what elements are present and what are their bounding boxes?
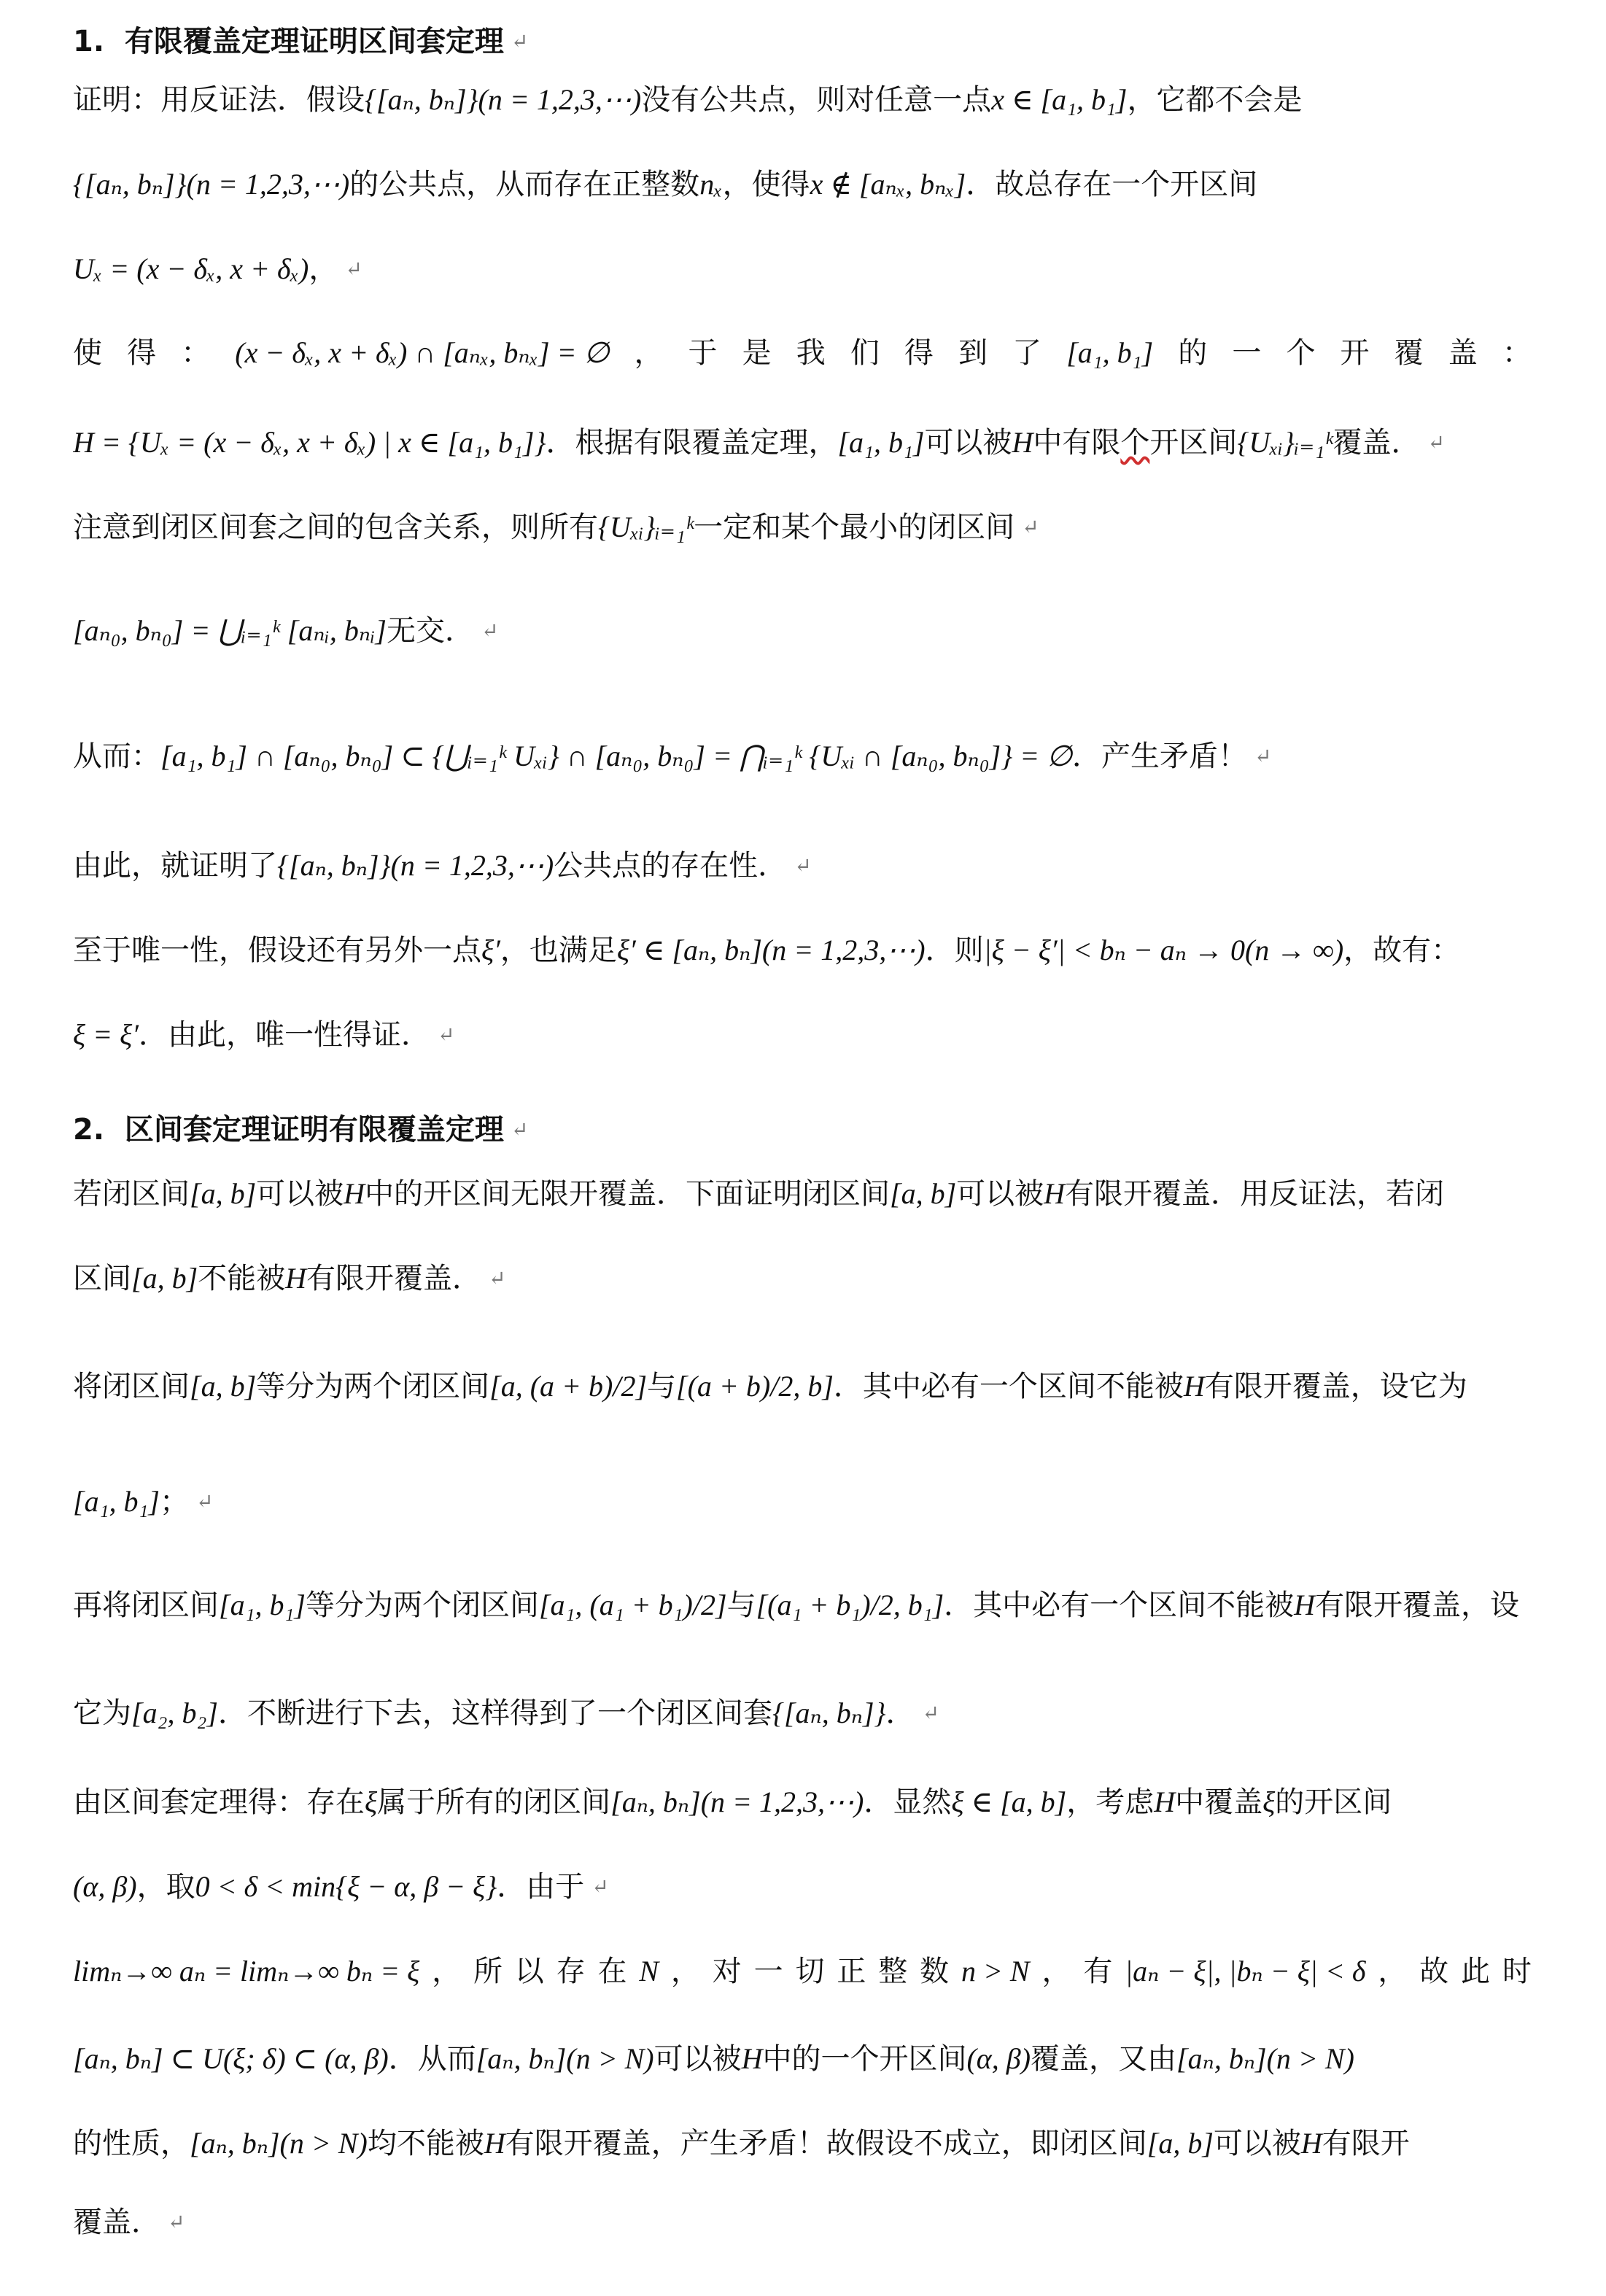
text-segment: ： <box>181 336 211 370</box>
math-expression: 0 < δ < min{ξ − α, β − ξ} <box>195 1870 497 1903</box>
text-segment: 个 <box>1286 336 1316 370</box>
text-segment: 对 <box>712 1955 742 1988</box>
text-segment: 所 <box>473 1955 503 1988</box>
text-segment: 使 <box>73 336 102 370</box>
math-expression: H <box>344 1177 365 1210</box>
text-line <box>73 1473 1532 1530</box>
text-line <box>73 1943 1532 2000</box>
paragraph-mark: ↵ <box>1427 430 1445 454</box>
math-expression: [a, b] <box>890 1177 957 1210</box>
text-segment: 是 <box>742 336 772 370</box>
text-segment: 个 <box>1120 426 1150 459</box>
paragraph-mark: ↵ <box>922 1701 939 1725</box>
text-segment: 开区间 <box>1149 426 1238 459</box>
text-segment: ，它都不会是 <box>1127 83 1303 117</box>
math-expression: H = {Uₓ = (x − δₓ, x + δₓ) | x ∈ [a₁, b₁]} <box>73 426 546 459</box>
text-line <box>73 1774 1532 1831</box>
text-segment: 均不能被 <box>367 2127 484 2160</box>
text-segment: ．由此，唯一性得证． <box>139 1018 430 1052</box>
math-expression: [a₁, b₁] <box>219 1589 306 1621</box>
math-expression: [a, b] <box>190 1177 257 1210</box>
text-segment: 的开区间 <box>1275 1785 1392 1819</box>
text-segment: 可以被 <box>256 1177 344 1211</box>
text-line <box>73 728 1532 785</box>
text-segment: 属于所有的闭区间 <box>377 1785 611 1819</box>
text-segment: 没有公共点，则对任意一点 <box>641 83 992 117</box>
text-segment: 它为 <box>73 1696 131 1730</box>
text-line <box>73 71 1532 128</box>
math-expression: H <box>1012 426 1033 459</box>
text-segment: 与 <box>647 1370 677 1403</box>
math-expression: [a₁, b₁] <box>73 1485 160 1518</box>
paragraph-mark: ↵ <box>489 1266 506 1290</box>
math-expression: ξ = ξ′ <box>73 1018 139 1051</box>
paragraph-mark: ↵ <box>794 853 812 877</box>
text-segment: ， <box>670 1955 700 1988</box>
math-expression: (α, β) <box>73 1870 137 1903</box>
math-expression: H <box>1044 1177 1066 1210</box>
math-expression: (α, β) <box>966 2042 1031 2075</box>
text-segment: ， <box>432 1955 462 1988</box>
math-expression: N <box>639 1955 659 1987</box>
text-segment: ； <box>159 1485 189 1519</box>
math-expression: H <box>1300 2127 1322 2160</box>
text-segment: 再将闭区间 <box>73 1589 219 1622</box>
math-expression: [a₁, b₁] <box>1066 336 1154 369</box>
text-segment: ， <box>634 336 664 370</box>
paragraph-mark: ↵ <box>195 1489 214 1513</box>
text-line <box>73 1685 1532 1742</box>
paragraph-mark: ↵ <box>1254 744 1272 768</box>
math-expression: [aₙ, bₙ](n > N) <box>190 2127 368 2160</box>
paragraph-mark: ↵ <box>481 618 499 643</box>
math-expression: [aₙ, bₙ](n > N) <box>1176 2042 1354 2075</box>
math-expression: nₓ <box>699 168 723 201</box>
math-expression: H <box>1294 1589 1316 1621</box>
paragraph-mark: ↵ <box>511 1117 529 1141</box>
text-segment: 开 <box>1340 336 1370 370</box>
text-line <box>73 1858 1532 1915</box>
text-segment: 有限开 <box>1322 2127 1410 2160</box>
text-segment: 得 <box>127 336 157 370</box>
text-segment: 不能被 <box>198 1262 286 1295</box>
text-line <box>73 2194 1532 2251</box>
math-expression: ξ′ <box>481 934 500 966</box>
text-segment: ．不断进行下去，这样得到了一个闭区间套 <box>217 1696 772 1730</box>
text-segment: ， <box>1041 1955 1071 1988</box>
text-segment: 由此，就证明了 <box>73 849 277 883</box>
text-segment: ．产生矛盾！ <box>1072 740 1248 773</box>
text-segment: 可以被 <box>1213 2127 1301 2160</box>
text-segment: 若闭区间 <box>73 1177 190 1211</box>
math-expression: [aₙ, bₙ](n > N) <box>476 2042 654 2075</box>
math-expression: Uₓ = (x − δₓ, x + δₓ) <box>73 252 309 285</box>
text-segment: 覆盖，又由 <box>1031 2042 1177 2076</box>
math-expression: {[aₙ, bₙ]}(n = 1,2,3,⋯) <box>277 849 554 882</box>
text-segment: 时 <box>1502 1955 1532 1988</box>
text-segment: ．其中必有一个区间不能被 <box>944 1589 1295 1622</box>
text-segment: 的公共点，从而存在正整数 <box>349 168 700 201</box>
math-expression: |ξ − ξ′| < bₙ − aₙ → 0(n → ∞) <box>983 934 1344 966</box>
math-expression: H <box>285 1262 307 1295</box>
text-segment: 无交． <box>386 614 474 648</box>
math-expression: |aₙ − ξ|, |bₙ − ξ| < δ <box>1125 1955 1366 1987</box>
text-segment: 数 <box>920 1955 950 1988</box>
text-segment: 与 <box>726 1589 756 1622</box>
math-expression: H <box>741 2042 763 2075</box>
math-expression: [aₙ₀, bₙ₀] = ⋃ᵢ₌₁ᵏ [aₙᵢ, bₙᵢ] <box>73 614 387 647</box>
math-expression: (x − δₓ, x + δₓ) ∩ [aₙₓ, bₙₓ] = ∅ <box>235 336 610 369</box>
math-expression: ξ <box>1262 1785 1276 1818</box>
paragraph-mark: ↵ <box>591 1874 609 1899</box>
math-expression: H <box>1183 1370 1205 1403</box>
text-segment: ．由于 <box>497 1870 585 1904</box>
math-expression: {[aₙ, bₙ]} <box>772 1696 886 1729</box>
text-line <box>73 414 1532 471</box>
text-segment: 可以被 <box>653 2042 742 2076</box>
text-segment: 由区间套定理得：存在 <box>73 1785 365 1819</box>
text-segment: 了 <box>1012 336 1042 370</box>
paragraph-mark: ↵ <box>511 29 529 53</box>
math-expression: [aₙ, bₙ] ⊂ U(ξ; δ) ⊂ (α, β) <box>73 2042 389 2075</box>
text-line <box>73 156 1532 213</box>
text-segment: 覆盖． <box>73 2206 160 2239</box>
math-expression: [a, (a + b)/2] <box>489 1370 648 1403</box>
math-expression: ξ′ ∈ [aₙ, bₙ](n = 1,2,3,⋯) <box>616 934 926 966</box>
paragraph-mark: ↵ <box>345 257 362 281</box>
text-segment: ．其中必有一个区间不能被 <box>833 1370 1184 1403</box>
text-segment: 的性质， <box>73 2127 190 2160</box>
text-segment: ，考虑 <box>1066 1785 1155 1819</box>
text-segment: 将闭区间 <box>73 1370 190 1403</box>
text-segment: 们 <box>850 336 880 370</box>
text-segment: 以 <box>514 1955 544 1988</box>
text-segment: 此 <box>1461 1955 1490 1988</box>
math-expression: ξ ∈ [a, b] <box>951 1785 1067 1818</box>
math-expression: x ∉ [aₙₓ, bₙₓ] <box>810 168 966 201</box>
text-segment: ， <box>309 252 338 286</box>
math-expression: x ∈ [a₁, b₁] <box>991 83 1128 116</box>
text-segment: 有限开覆盖． <box>306 1262 482 1295</box>
text-segment: 公共点的存在性． <box>554 849 788 883</box>
text-line <box>73 325 1532 381</box>
text-segment: ， <box>1378 1955 1408 1988</box>
text-segment: ，也满足 <box>500 934 617 967</box>
text-segment: 到 <box>958 336 988 370</box>
math-expression: {[aₙ, bₙ]}(n = 1,2,3,⋯) <box>365 83 642 116</box>
text-segment: 有限开覆盖，产生矛盾！故假设不成立，即闭区间 <box>505 2127 1147 2160</box>
text-segment: 有限开覆盖，设 <box>1315 1589 1520 1622</box>
text-segment: ．故总存在一个开区间 <box>966 168 1258 201</box>
text-segment: ．根据有限覆盖定理， <box>546 426 838 459</box>
math-expression: {[aₙ, bₙ]}(n = 1,2,3,⋯) <box>73 168 350 201</box>
paragraph-mark: ↵ <box>438 1023 455 1047</box>
text-segment: 在 <box>597 1955 627 1988</box>
text-segment: 切 <box>795 1955 825 1988</box>
text-line <box>73 2031 1532 2087</box>
text-line <box>73 499 1532 556</box>
math-expression: [a, b] <box>131 1262 198 1295</box>
math-expression: H <box>1154 1785 1176 1818</box>
math-expression: H <box>484 2127 505 2160</box>
text-line <box>73 1101 1532 1158</box>
text-segment: 得 <box>904 336 934 370</box>
text-line <box>73 602 1532 659</box>
math-expression: ξ <box>365 1785 378 1818</box>
text-segment: 一 <box>753 1955 783 1988</box>
text-segment: 一定和某个最小的闭区间 <box>694 511 1015 544</box>
math-expression: [a, b] <box>190 1370 257 1403</box>
math-expression: [a₂, b₂] <box>131 1696 218 1729</box>
math-expression: n > N <box>961 1955 1030 1987</box>
math-expression: [aₙ, bₙ](n = 1,2,3,⋯) <box>610 1785 864 1818</box>
text-line <box>73 1007 1532 1063</box>
text-segment: 正 <box>837 1955 866 1988</box>
text-segment: 我 <box>796 336 826 370</box>
text-segment: 盖 <box>1448 336 1478 370</box>
text-segment: 可以被 <box>956 1177 1044 1211</box>
text-segment: ： <box>1502 336 1532 370</box>
text-line <box>73 1250 1532 1307</box>
text-line <box>73 922 1532 979</box>
text-segment: 区间 <box>73 1262 131 1295</box>
text-segment: ，取 <box>136 1870 195 1904</box>
text-segment: 于 <box>688 336 718 370</box>
math-expression: [a₁, b₁] <box>837 426 925 459</box>
text-segment: ． <box>885 1696 915 1730</box>
math-expression: limₙ→∞ aₙ = limₙ→∞ bₙ = ξ <box>73 1955 420 1987</box>
text-segment: 至于唯一性，假设还有另外一点 <box>73 934 481 967</box>
math-expression: {Uₓᵢ}ᵢ₌₁ᵏ <box>1237 426 1333 459</box>
text-segment: 存 <box>556 1955 586 1988</box>
text-segment: 中有限 <box>1033 426 1121 459</box>
math-expression: [a₁, b₁] ∩ [aₙ₀, bₙ₀] ⊂ {⋃ᵢ₌₁ᵏ Uₓᵢ} ∩ [aₙ₀, bₙ₀] = ⋂ᵢ₌₁ᵏ {Uₓᵢ ∩ [aₙ₀, bₙ₀]} = ∅ <box>160 740 1073 772</box>
text-segment: 中的一个开区间 <box>762 2042 967 2076</box>
text-segment: 注意到闭区间套之间的包含关系，则所有 <box>73 511 598 544</box>
text-segment: 故 <box>1419 1955 1449 1988</box>
text-segment: ，使得 <box>722 168 810 201</box>
math-expression: {Uₓᵢ}ᵢ₌₁ᵏ <box>598 511 694 543</box>
text-segment: 可以被 <box>924 426 1012 459</box>
text-line <box>73 837 1532 894</box>
math-expression: [(a₁ + b₁)/2, b₁] <box>756 1589 944 1621</box>
text-line <box>73 2115 1532 2172</box>
text-segment: 从而： <box>73 740 160 773</box>
text-segment: 等分为两个闭区间 <box>305 1589 539 1622</box>
section-heading: 2. 区间套定理证明有限覆盖定理 <box>73 1113 504 1147</box>
text-segment: 等分为两个闭区间 <box>256 1370 490 1403</box>
math-expression: [a, b] <box>1147 2127 1214 2160</box>
text-line <box>73 13 1532 70</box>
text-segment: 覆 <box>1394 336 1424 370</box>
text-segment: ．从而 <box>388 2042 476 2076</box>
text-segment: 中覆盖 <box>1175 1785 1263 1819</box>
text-segment: 一 <box>1232 336 1262 370</box>
section-heading: 1. 有限覆盖定理证明区间套定理 <box>73 25 504 58</box>
math-expression: [(a + b)/2, b] <box>676 1370 834 1403</box>
text-segment: ，故有： <box>1343 934 1461 967</box>
text-segment: ．则 <box>925 934 984 967</box>
text-segment: 有限开覆盖，设它为 <box>1204 1370 1467 1403</box>
text-segment: 中的开区间无限开覆盖．下面证明闭区间 <box>365 1177 891 1211</box>
text-segment: 整 <box>878 1955 908 1988</box>
paragraph-mark: ↵ <box>168 2210 185 2234</box>
math-expression: [a₁, (a₁ + b₁)/2] <box>538 1589 727 1621</box>
text-segment: 有限开覆盖．用反证法，若闭 <box>1065 1177 1445 1211</box>
text-segment: 覆盖． <box>1332 426 1421 459</box>
text-segment: ．显然 <box>864 1785 952 1819</box>
text-segment: 的 <box>1178 336 1208 370</box>
text-line <box>73 241 1532 298</box>
text-line <box>73 1166 1532 1222</box>
text-line <box>73 1577 1532 1634</box>
paragraph-mark: ↵ <box>1022 515 1039 539</box>
text-line <box>73 1358 1532 1415</box>
text-segment: 证明：用反证法．假设 <box>73 83 365 117</box>
text-segment: 有 <box>1083 1955 1113 1988</box>
